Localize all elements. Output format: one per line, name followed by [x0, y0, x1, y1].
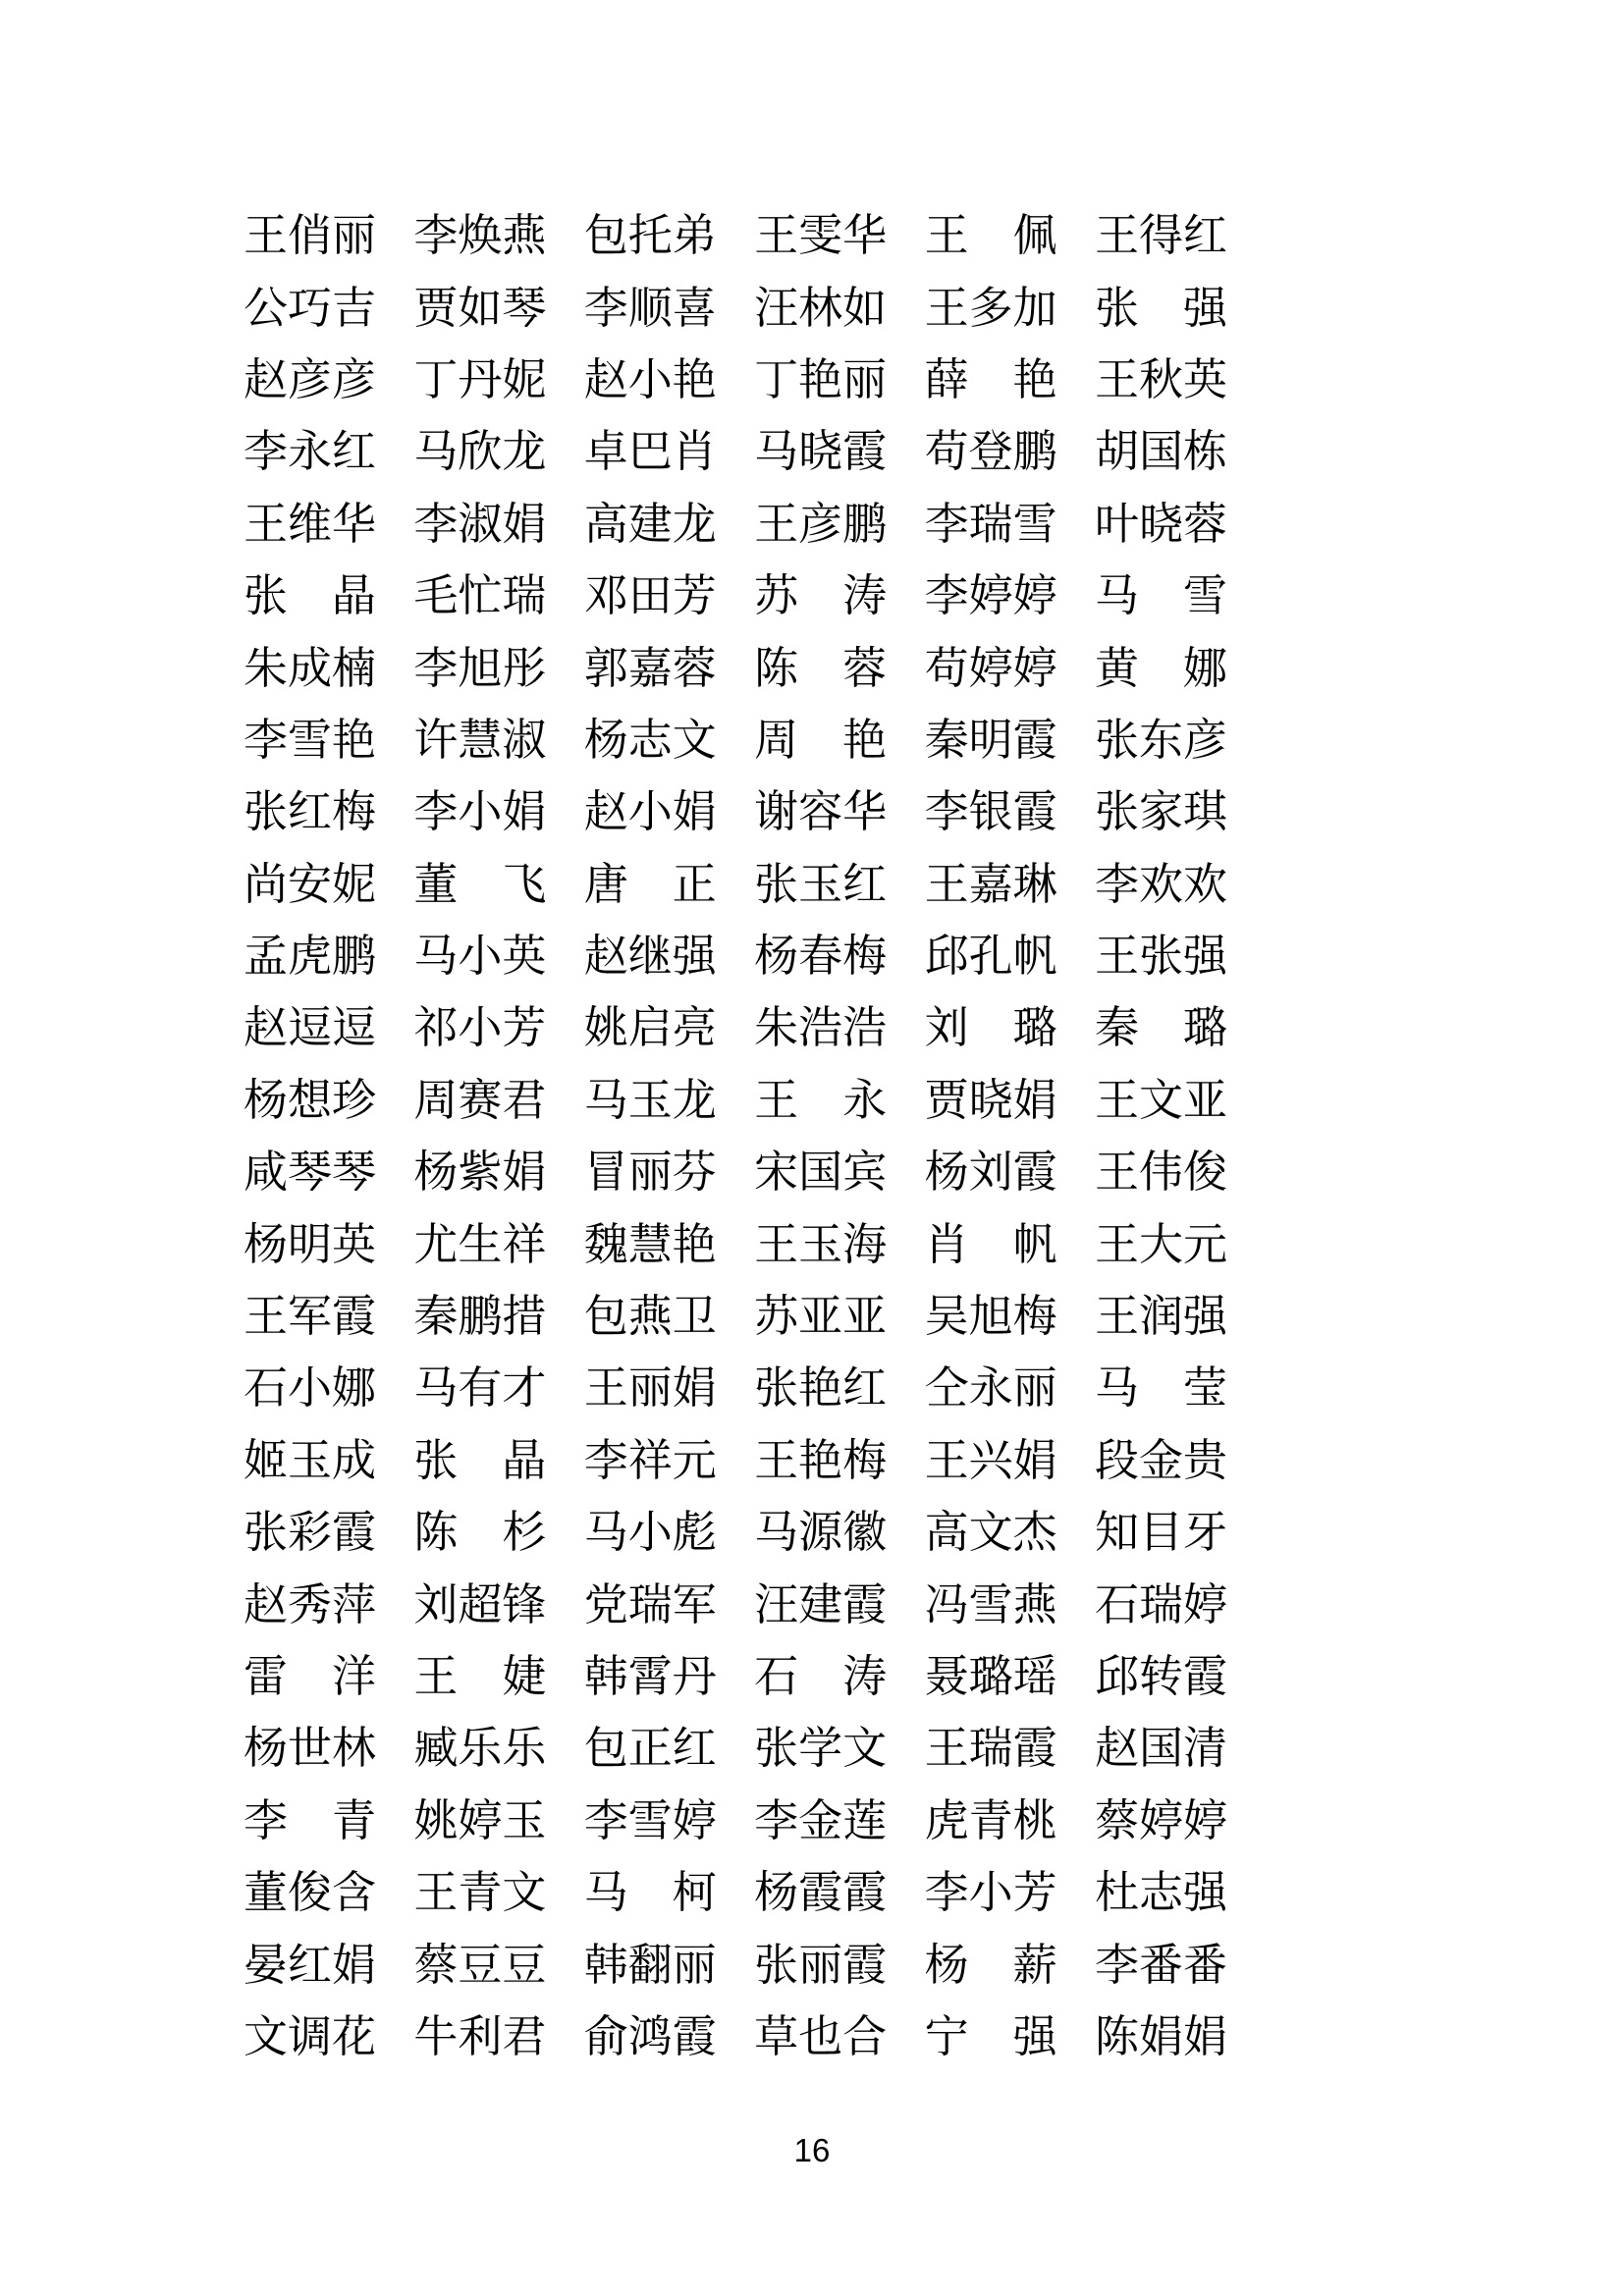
name-cell: 赵秀萍 — [244, 1579, 377, 1629]
name-cell: 马 莹 — [1094, 1363, 1227, 1414]
name-cell: 王雯华 — [754, 211, 888, 261]
name-cell: 王维华 — [244, 499, 377, 549]
name-cell: 石 涛 — [754, 1652, 888, 1701]
name-cell: 杨 薪 — [924, 1940, 1057, 1990]
name-cell: 周赛君 — [413, 1075, 547, 1125]
name-cell: 赵逗逗 — [244, 1003, 377, 1053]
name-cell: 朱浩浩 — [754, 1003, 888, 1053]
name-cell: 苟婷婷 — [924, 643, 1057, 693]
name-cell: 马小英 — [413, 932, 547, 982]
name-cell: 郭嘉蓉 — [583, 643, 717, 693]
name-cell: 李雪艳 — [244, 715, 377, 765]
name-row — [244, 1425, 1227, 1497]
name-cell: 李顺喜 — [583, 283, 717, 333]
name-cell: 草也合 — [754, 2011, 888, 2061]
name-cell: 李永红 — [244, 427, 377, 477]
name-cell: 王军霞 — [244, 1292, 377, 1342]
name-cell: 李旭彤 — [413, 643, 547, 693]
name-row — [244, 1857, 1227, 1929]
name-cell: 冒丽芬 — [583, 1148, 717, 1198]
name-cell: 邓田芳 — [583, 571, 717, 621]
name-row — [244, 200, 1227, 272]
name-cell: 宋国宾 — [754, 1148, 888, 1198]
name-cell: 张 强 — [1094, 283, 1227, 333]
name-cell: 王润强 — [1094, 1292, 1227, 1342]
name-cell: 尚安妮 — [244, 859, 377, 909]
name-cell: 杨霞霞 — [754, 1868, 888, 1918]
name-cell: 仝永丽 — [924, 1363, 1057, 1414]
name-cell: 陈 杉 — [413, 1508, 547, 1558]
name-cell: 张玉红 — [754, 859, 888, 909]
name-cell: 韩翻丽 — [583, 1940, 717, 1990]
name-cell: 赵继强 — [583, 932, 717, 982]
name-row — [244, 632, 1227, 704]
name-row — [244, 1353, 1227, 1424]
name-cell: 王瑞霞 — [924, 1724, 1057, 1774]
name-cell: 秦鹏措 — [413, 1292, 547, 1342]
name-cell: 陈娟娟 — [1094, 2011, 1227, 2061]
name-row — [244, 416, 1227, 488]
name-cell: 邱转霞 — [1094, 1652, 1227, 1701]
name-cell: 蔡豆豆 — [413, 1940, 547, 1990]
name-cell: 李瑞雪 — [924, 499, 1057, 549]
name-cell: 张 晶 — [413, 1435, 547, 1485]
name-cell: 张家琪 — [1094, 787, 1227, 837]
name-row — [244, 561, 1227, 632]
name-cell: 王嘉琳 — [924, 859, 1057, 909]
name-cell: 李金莲 — [754, 1795, 888, 1845]
name-cell: 汪林如 — [754, 283, 888, 333]
name-cell: 冯雪燕 — [924, 1579, 1057, 1629]
name-cell: 李 青 — [244, 1795, 377, 1845]
name-cell: 秦明霞 — [924, 715, 1057, 765]
name-row — [244, 1065, 1227, 1137]
name-cell: 张艳红 — [754, 1363, 888, 1414]
name-cell: 马有才 — [413, 1363, 547, 1414]
name-cell: 祁小芳 — [413, 1003, 547, 1053]
names-grid — [244, 200, 1227, 2073]
name-cell: 李欢欢 — [1094, 859, 1227, 909]
name-cell: 李小娟 — [413, 787, 547, 837]
name-cell: 胡国栋 — [1094, 427, 1227, 477]
name-cell: 魏慧艳 — [583, 1219, 717, 1269]
name-row — [244, 776, 1227, 848]
name-cell: 李淑娟 — [413, 499, 547, 549]
name-row — [244, 1786, 1227, 1857]
name-cell: 姬玉成 — [244, 1435, 377, 1485]
name-cell: 苏亚亚 — [754, 1292, 888, 1342]
name-cell: 赵小艳 — [583, 354, 717, 404]
name-cell: 马 柯 — [583, 1868, 717, 1918]
name-row — [244, 1569, 1227, 1640]
name-cell: 包正红 — [583, 1724, 717, 1774]
name-cell: 公巧吉 — [244, 283, 377, 333]
name-cell: 薛 艳 — [924, 354, 1057, 404]
name-cell: 马玉龙 — [583, 1075, 717, 1125]
name-cell: 王兴娟 — [924, 1435, 1057, 1485]
name-cell: 张 晶 — [244, 571, 377, 621]
name-cell: 叶晓蓉 — [1094, 499, 1227, 549]
name-cell: 马源徽 — [754, 1508, 888, 1558]
name-cell: 王多加 — [924, 283, 1057, 333]
name-cell: 俞鸿霞 — [583, 2011, 717, 2061]
name-cell: 卓巴肖 — [583, 427, 717, 477]
name-cell: 聂璐瑶 — [924, 1652, 1057, 1701]
name-cell: 刘超锋 — [413, 1579, 547, 1629]
name-cell: 周 艳 — [754, 715, 888, 765]
name-cell: 尤生祥 — [413, 1219, 547, 1269]
name-cell: 秦 璐 — [1094, 1003, 1227, 1053]
name-cell: 王张强 — [1094, 932, 1227, 982]
name-row — [244, 1641, 1227, 1713]
name-row — [244, 489, 1227, 561]
name-cell: 王 佩 — [924, 211, 1057, 261]
name-cell: 孟虎鹏 — [244, 932, 377, 982]
name-row — [244, 1929, 1227, 2001]
name-cell: 马小彪 — [583, 1508, 717, 1558]
name-cell: 马晓霞 — [754, 427, 888, 477]
name-row — [244, 1713, 1227, 1785]
name-cell: 姚启亮 — [583, 1003, 717, 1053]
page-number: 16 — [793, 2132, 831, 2168]
name-cell: 臧乐乐 — [413, 1724, 547, 1774]
name-cell: 毛忙瑞 — [413, 571, 547, 621]
name-cell: 杨志文 — [583, 715, 717, 765]
name-cell: 王文亚 — [1094, 1075, 1227, 1125]
name-cell: 王丽娟 — [583, 1363, 717, 1414]
name-cell: 吴旭梅 — [924, 1292, 1057, 1342]
name-cell: 邱孔帆 — [924, 932, 1057, 982]
name-cell: 赵国清 — [1094, 1724, 1227, 1774]
name-cell: 贾如琴 — [413, 283, 547, 333]
name-row — [244, 1497, 1227, 1569]
name-cell: 牛利君 — [413, 2011, 547, 2061]
name-row — [244, 705, 1227, 776]
name-cell: 许慧淑 — [413, 715, 547, 765]
name-row — [244, 1208, 1227, 1280]
name-cell: 李番番 — [1094, 1940, 1227, 1990]
name-cell: 杨紫娟 — [413, 1148, 547, 1198]
name-cell: 杨春梅 — [754, 932, 888, 982]
name-cell: 汪建霞 — [754, 1579, 888, 1629]
name-cell: 赵小娟 — [583, 787, 717, 837]
name-cell: 蔡婷婷 — [1094, 1795, 1227, 1845]
name-cell: 石小娜 — [244, 1363, 377, 1414]
name-cell: 李婷婷 — [924, 571, 1057, 621]
name-cell: 杨明英 — [244, 1219, 377, 1269]
name-row — [244, 992, 1227, 1064]
name-cell: 高文杰 — [924, 1508, 1057, 1558]
name-cell: 文调花 — [244, 2011, 377, 2061]
name-cell: 高建龙 — [583, 499, 717, 549]
name-cell: 李小芳 — [924, 1868, 1057, 1918]
name-cell: 张红梅 — [244, 787, 377, 837]
name-cell: 张丽霞 — [754, 1940, 888, 1990]
name-cell: 李祥元 — [583, 1435, 717, 1485]
name-row — [244, 345, 1227, 416]
name-cell: 咸琴琴 — [244, 1148, 377, 1198]
name-cell: 韩霄丹 — [583, 1652, 717, 1701]
name-cell: 王 婕 — [413, 1652, 547, 1701]
name-cell: 王 永 — [754, 1075, 888, 1125]
name-cell: 晏红娟 — [244, 1940, 377, 1990]
name-cell: 赵彦彦 — [244, 354, 377, 404]
name-cell: 董 飞 — [413, 859, 547, 909]
name-cell: 陈 蓉 — [754, 643, 888, 693]
name-cell: 段金贵 — [1094, 1435, 1227, 1485]
name-cell: 姚婷玉 — [413, 1795, 547, 1845]
name-cell: 李焕燕 — [413, 211, 547, 261]
name-cell: 丁艳丽 — [754, 354, 888, 404]
name-cell: 王玉海 — [754, 1219, 888, 1269]
name-row — [244, 272, 1227, 344]
name-cell: 宁 强 — [924, 2011, 1057, 2061]
name-cell: 王大元 — [1094, 1219, 1227, 1269]
name-cell: 王伟俊 — [1094, 1148, 1227, 1198]
name-cell: 马 雪 — [1094, 571, 1227, 621]
name-cell: 杨世林 — [244, 1724, 377, 1774]
name-cell: 党瑞军 — [583, 1579, 717, 1629]
name-cell: 唐 正 — [583, 859, 717, 909]
name-row — [244, 921, 1227, 992]
name-cell: 刘 璐 — [924, 1003, 1057, 1053]
name-cell: 李雪婷 — [583, 1795, 717, 1845]
name-row — [244, 1281, 1227, 1353]
name-row — [244, 1137, 1227, 1208]
name-cell: 王俏丽 — [244, 211, 377, 261]
name-cell: 黄 娜 — [1094, 643, 1227, 693]
name-cell: 包托弟 — [583, 211, 717, 261]
name-cell: 苏 涛 — [754, 571, 888, 621]
name-cell: 杨刘霞 — [924, 1148, 1057, 1198]
name-cell: 董俊含 — [244, 1868, 377, 1918]
name-cell: 王彦鹏 — [754, 499, 888, 549]
name-cell: 杨想珍 — [244, 1075, 377, 1125]
name-cell: 王青文 — [413, 1868, 547, 1918]
name-cell: 王艳梅 — [754, 1435, 888, 1485]
name-cell: 王得红 — [1094, 211, 1227, 261]
name-cell: 王秋英 — [1094, 354, 1227, 404]
name-cell: 苟登鹏 — [924, 427, 1057, 477]
name-cell: 雷 洋 — [244, 1652, 377, 1701]
name-cell: 杜志强 — [1094, 1868, 1227, 1918]
name-cell: 张彩霞 — [244, 1508, 377, 1558]
name-cell: 张东彦 — [1094, 715, 1227, 765]
name-cell: 贾晓娟 — [924, 1075, 1057, 1125]
name-cell: 朱成楠 — [244, 643, 377, 693]
name-cell: 知目牙 — [1094, 1508, 1227, 1558]
name-cell: 丁丹妮 — [413, 354, 547, 404]
name-row — [244, 849, 1227, 921]
name-cell: 肖 帆 — [924, 1219, 1057, 1269]
name-cell: 李银霞 — [924, 787, 1057, 837]
name-cell: 包燕卫 — [583, 1292, 717, 1342]
name-cell: 石瑞婷 — [1094, 1579, 1227, 1629]
name-row — [244, 2002, 1227, 2073]
name-cell: 谢容华 — [754, 787, 888, 837]
name-cell: 马欣龙 — [413, 427, 547, 477]
name-cell: 张学文 — [754, 1724, 888, 1774]
name-cell: 虎青桃 — [924, 1795, 1057, 1845]
